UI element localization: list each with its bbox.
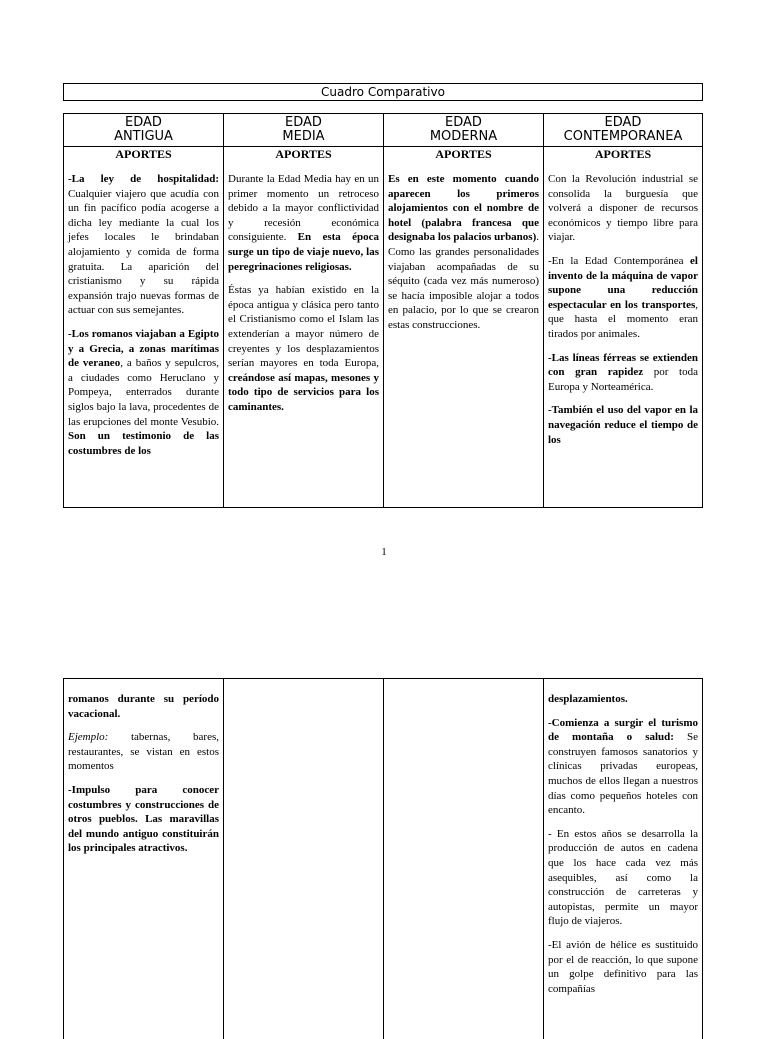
column-header (544, 114, 702, 147)
aportes-label: APORTES (594, 147, 652, 161)
text: Con la Revolución industrial se consolida la burguesía que volverá a disponer de recursos económicos y tiempo libre para viajar. (548, 173, 698, 244)
column-header (64, 114, 223, 147)
column-antigua-cont (64, 679, 224, 1039)
header-line2: CONTEMPORANEA (563, 129, 683, 144)
text-bold: creándose así mapas, mesones y todo tipo de servicios para los caminantes. (228, 371, 379, 413)
text: - En estos años se desarrolla la producción de autos en cadena que los hace cada vez más asequibles, así como la construcción de carreteras y autopistas, permite un mayor flujo de viajeros. (548, 827, 698, 928)
page-title: Cuadro Comparativo (63, 83, 703, 101)
text: Se construyen famosos sanatorios y clínicas privadas europeas, muchos de ellos llegan a nuestros días como pequeños hoteles con encanto. (548, 731, 699, 817)
cell-text (544, 692, 702, 996)
text: Éstas ya habían existido en la época antigua y clásica pero tanto el Cristianismo como el Islam las extenderían a mayor número de creyentes y los desplazamientos serían mayores en toda Europa, (228, 284, 379, 370)
header-line1: EDAD (445, 115, 482, 130)
column-contemporanea-cont (544, 679, 702, 1039)
header-line2: MEDIA (282, 129, 325, 144)
text: Cualquier viajero que acudía con un fin pacífico podía acogerse a dicha ley mediante la cual los jefes locales le brindaban alojamiento y comida de forma gratuita. La aparición del cristianismo y su rápida expansión trajo nuevas formas de actuar con sus semejantes. (68, 187, 219, 317)
header-line2: MODERNA (429, 129, 498, 144)
text-bold: En esta época surge un tipo de viaje nuevo, las peregrinaciones religiosas. (228, 231, 379, 273)
text-bold: romanos durante su período vacacional. (68, 693, 219, 720)
aportes-label: APORTES (115, 147, 172, 161)
text-bold: -Las líneas férreas se extienden con gran rapidez (548, 351, 698, 379)
text-bold: el invento de la máquina de vapor supone una reducción espectacular en los transportes (548, 254, 698, 311)
cell-text (64, 692, 223, 856)
text-bold: desplazamientos. (548, 693, 628, 705)
cell-text (64, 172, 223, 458)
text: , a baños y sepulcros, a ciudades como Heruclano y Pompeya, enterrados durante siglos bajo la lava, procedentes de las erupciones del monte Vesubio. (68, 357, 220, 428)
column-moderna (384, 114, 544, 507)
header-line1: EDAD (604, 115, 642, 130)
text: , que hasta el momento eran tirados por animales. (548, 298, 698, 340)
text-bold: Son un testimonio de las costumbres de los (68, 430, 219, 457)
text-bold: -Comienza a surgir el turismo de montaña o salud: (548, 716, 698, 744)
column-moderna-cont (384, 679, 544, 1039)
text: -En la Edad Contemporánea (548, 254, 691, 267)
aportes-label: APORTES (435, 147, 492, 161)
text: . Como las grandes personalidades viajaban acompañadas de su séquito (cada vez más numeroso) se hacía imposible alojar a todos en palacio, por lo que se crearon estas construcciones. (388, 231, 539, 331)
text: -El avión de hélice es sustituido por el de reacción, lo que supone un golpe definitivo para las compañías (548, 938, 698, 995)
text-bold: -También el uso del vapor en la navegación reduce el tiempo de los (548, 404, 698, 446)
column-contemporanea (544, 114, 702, 507)
comparison-table-page2 (63, 678, 703, 1039)
column-media (224, 114, 384, 507)
header-line1: EDAD (125, 115, 162, 130)
cell-text (384, 172, 543, 333)
column-header (384, 114, 543, 147)
cell-text (224, 172, 383, 415)
text-bold: Es en este momento cuando aparecen los primeros alojamientos con el nombre de hotel (palabra francesa que designaba los palacios urbanos) (388, 173, 539, 244)
text: por toda Europa y Norteamérica. (548, 366, 698, 393)
header-line2: ANTIGUA (114, 129, 173, 144)
aportes-label: APORTES (275, 147, 332, 161)
text-italic: Ejemplo: (68, 731, 109, 744)
text: Durante la Edad Media hay en un primer momento un retroceso debido a la mayor conflictividad y recesión económica consiguiente. (228, 173, 379, 244)
comparison-table-page1 (63, 113, 703, 508)
column-antigua (64, 114, 224, 507)
cell-text (544, 172, 702, 447)
column-header (224, 114, 383, 147)
text: tabernas, bares, restaurantes, se vistan en estos momentos (68, 731, 219, 773)
header-line1: EDAD (285, 115, 322, 130)
text-bold: -La ley de hospitalidad: (68, 173, 219, 185)
text-bold: -Impulso para conocer costumbres y construcciones de otros pueblos. Las maravillas del mundo antiguo constituirán los principales atractivos. (68, 783, 219, 855)
text-bold: -Los romanos viajaban a Egipto y a Grecia, a zonas marítimas de veraneo (68, 327, 219, 370)
column-media-cont (224, 679, 384, 1039)
page-number: 1 (381, 546, 387, 558)
